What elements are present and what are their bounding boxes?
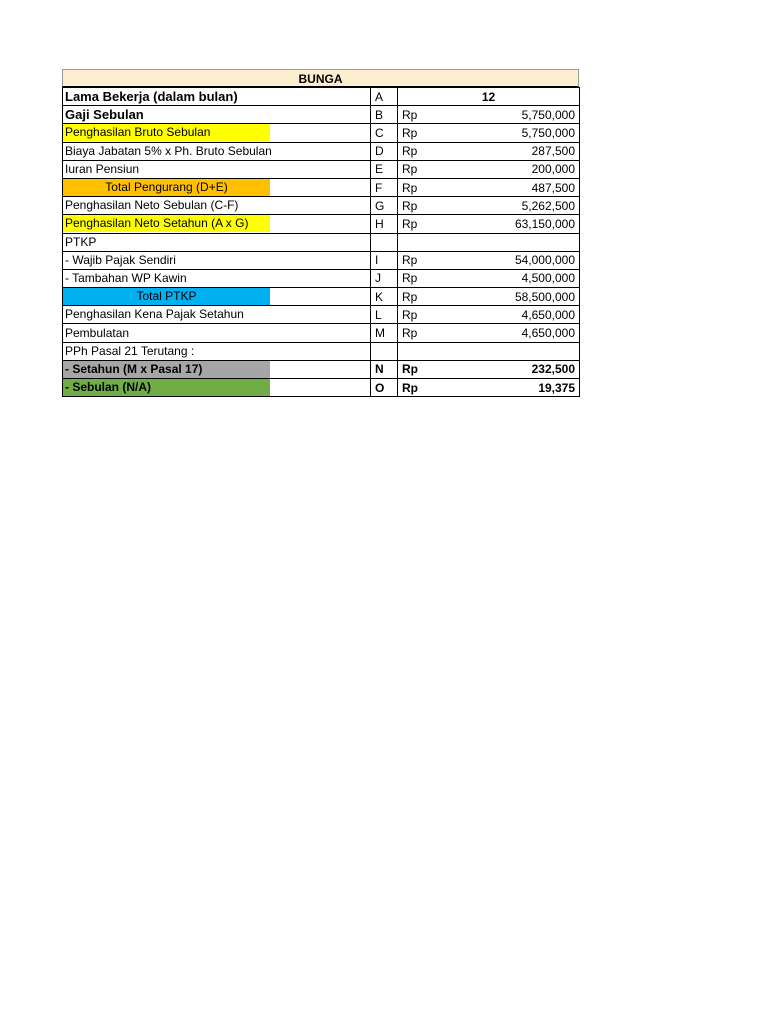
table-row xyxy=(63,215,580,233)
table-row xyxy=(63,269,580,287)
row-label: - Wajib Pajak Sendiri xyxy=(65,252,176,267)
row-code: A xyxy=(371,88,398,106)
row-value: 63,150,000 xyxy=(441,215,580,233)
spreadsheet xyxy=(62,69,579,397)
row-value: 287,500 xyxy=(441,142,580,160)
table-row xyxy=(63,288,580,306)
table-row xyxy=(63,178,580,196)
row-currency: Rp xyxy=(398,124,441,142)
row-code: F xyxy=(371,178,398,196)
row-code: N xyxy=(371,360,398,378)
row-label: Total Pengurang (D+E) xyxy=(63,179,270,196)
row-currency: Rp xyxy=(398,178,441,196)
row-currency: Rp xyxy=(398,106,441,124)
row-currency: Rp xyxy=(398,360,441,378)
row-label: - Sebulan (N/A) xyxy=(63,379,270,396)
row-code: D xyxy=(371,142,398,160)
table-row xyxy=(63,106,580,124)
row-value xyxy=(441,342,580,360)
row-label: Penghasilan Kena Pajak Setahun xyxy=(65,307,244,322)
table-row xyxy=(63,233,580,251)
row-label: PTKP xyxy=(65,234,97,249)
table-row xyxy=(63,324,580,342)
row-code: O xyxy=(371,379,398,397)
row-label: Penghasilan Neto Sebulan (C-F) xyxy=(65,198,239,213)
row-code: J xyxy=(371,269,398,287)
row-value xyxy=(441,233,580,251)
row-label: Biaya Jabatan 5% x Ph. Bruto Sebulan xyxy=(65,143,272,158)
row-label: Iuran Pensiun xyxy=(65,161,140,176)
row-value: 232,500 xyxy=(441,360,580,378)
row-value: 487,500 xyxy=(441,178,580,196)
row-value: 4,650,000 xyxy=(441,324,580,342)
row-code: M xyxy=(371,324,398,342)
table-row xyxy=(63,306,580,324)
row-currency: Rp xyxy=(398,160,441,178)
row-value: 19,375 xyxy=(441,379,580,397)
row-code: C xyxy=(371,124,398,142)
row-currency: Rp xyxy=(398,269,441,287)
row-label: - Tambahan WP Kawin xyxy=(65,270,187,285)
row-currency: Rp xyxy=(398,288,441,306)
row-currency: Rp xyxy=(398,379,441,397)
table-row xyxy=(63,88,580,106)
row-value: 200,000 xyxy=(441,160,580,178)
row-label: Penghasilan Bruto Sebulan xyxy=(63,124,270,141)
row-value: 5,750,000 xyxy=(441,106,580,124)
row-currency xyxy=(398,342,441,360)
row-currency: Rp xyxy=(398,324,441,342)
row-label: Pembulatan xyxy=(65,325,130,340)
row-value: 54,000,000 xyxy=(441,251,580,269)
row-code: I xyxy=(371,251,398,269)
row-value: 5,750,000 xyxy=(441,124,580,142)
row-currency: Rp xyxy=(398,306,441,324)
row-code: H xyxy=(371,215,398,233)
table-row xyxy=(63,379,580,397)
row-label: PPh Pasal 21 Terutang : xyxy=(65,343,195,358)
row-value: 12 xyxy=(398,88,580,106)
row-currency: Rp xyxy=(398,215,441,233)
tax-calculation-table xyxy=(62,87,580,397)
row-code: K xyxy=(371,288,398,306)
row-code: E xyxy=(371,160,398,178)
row-code: B xyxy=(371,106,398,124)
row-value: 5,262,500 xyxy=(441,197,580,215)
table-row xyxy=(63,360,580,378)
row-currency: Rp xyxy=(398,197,441,215)
row-currency xyxy=(398,233,441,251)
row-code xyxy=(371,233,398,251)
row-label: - Setahun (M x Pasal 17) xyxy=(63,361,270,378)
row-label: Penghasilan Neto Setahun (A x G) xyxy=(63,215,270,232)
row-currency: Rp xyxy=(398,251,441,269)
table-row xyxy=(63,251,580,269)
row-code: G xyxy=(371,197,398,215)
table-row xyxy=(63,342,580,360)
table-row xyxy=(63,124,580,142)
table-row xyxy=(63,142,580,160)
row-value: 58,500,000 xyxy=(441,288,580,306)
row-code xyxy=(371,342,398,360)
row-currency: Rp xyxy=(398,142,441,160)
sheet-title: BUNGA xyxy=(62,69,579,87)
row-label: Gaji Sebulan xyxy=(65,107,144,123)
row-code: L xyxy=(371,306,398,324)
table-row xyxy=(63,197,580,215)
row-value: 4,650,000 xyxy=(441,306,580,324)
row-label: Lama Bekerja (dalam bulan) xyxy=(65,89,238,105)
row-value: 4,500,000 xyxy=(441,269,580,287)
row-label: Total PTKP xyxy=(63,288,270,305)
table-row xyxy=(63,160,580,178)
